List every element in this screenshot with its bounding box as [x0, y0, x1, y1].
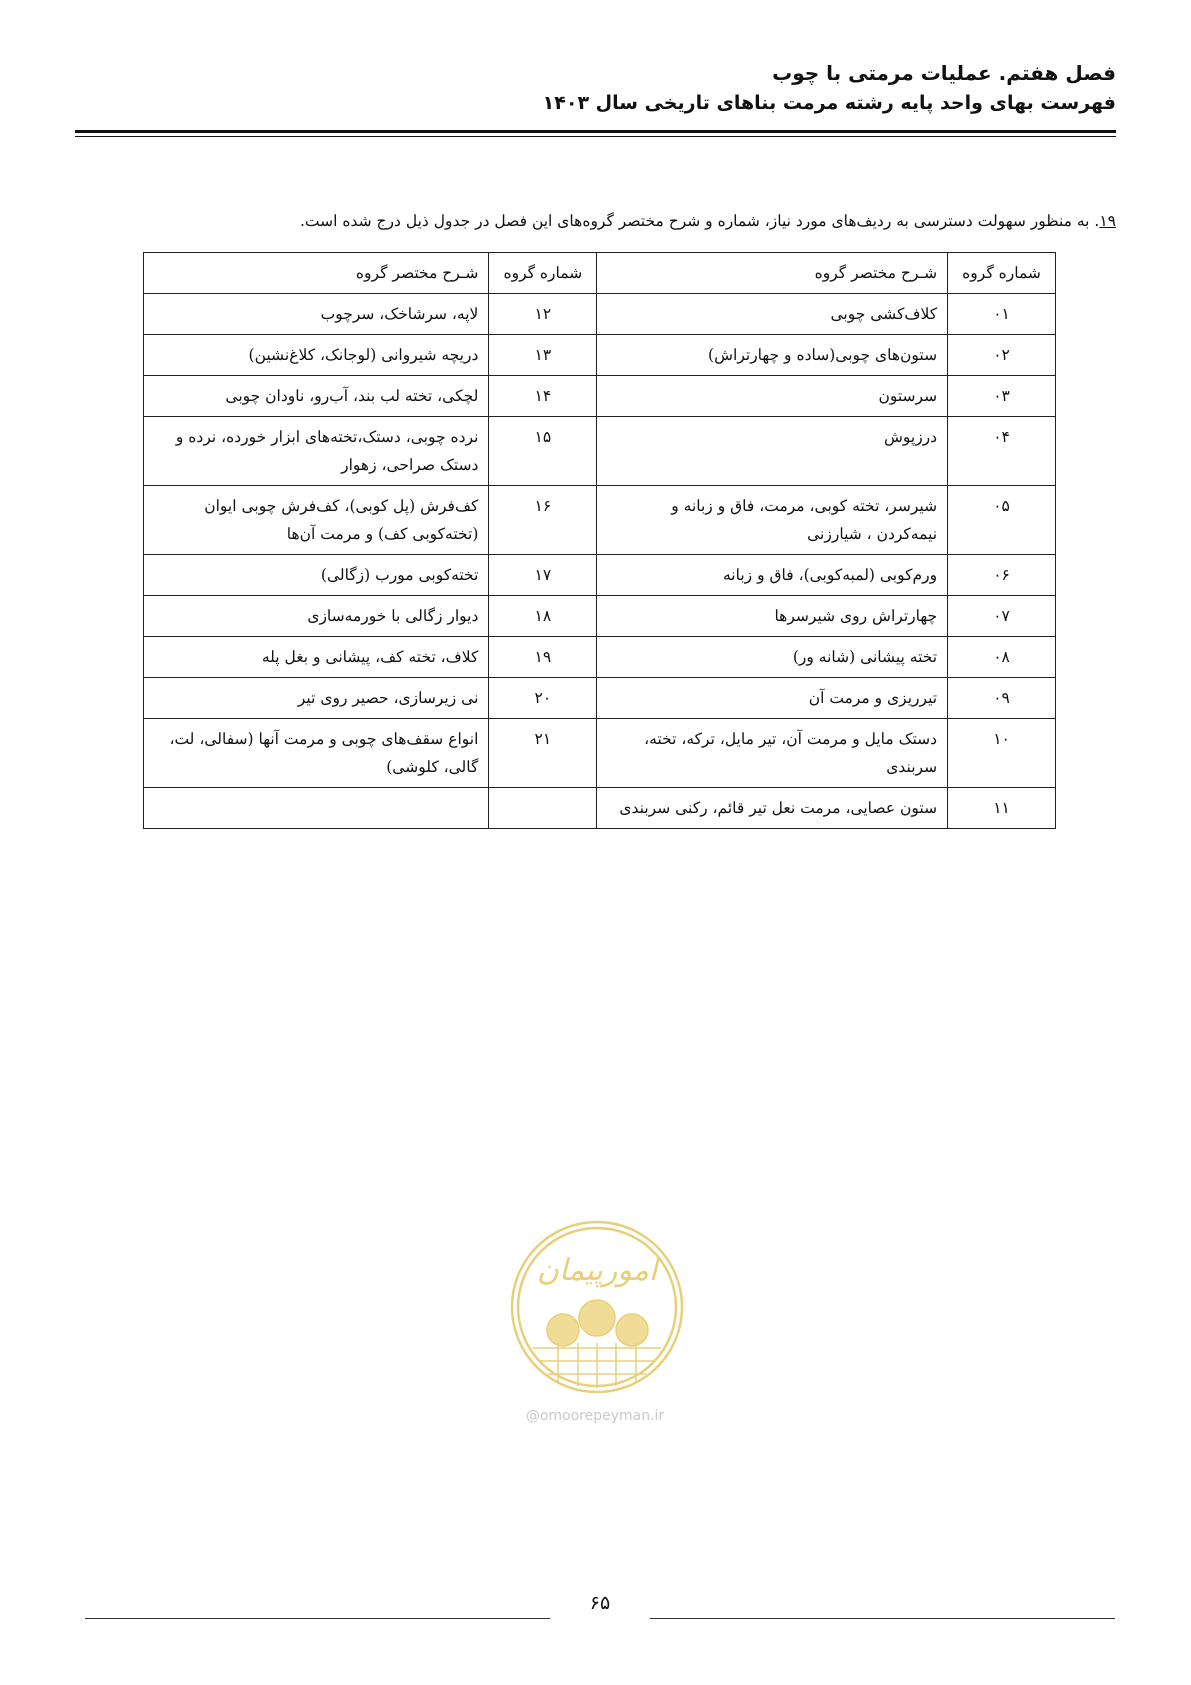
group-number-cell: ۰۵	[948, 486, 1056, 555]
table-header-row	[144, 253, 1056, 294]
group-description-cell: انواع سقف‌های چوبی و مرمت آنها (سفالی، لت، گالی، کلوشی)	[144, 719, 489, 788]
group-number-cell: ۰۲	[948, 335, 1056, 376]
table-row	[144, 678, 1056, 719]
table-row	[144, 294, 1056, 335]
group-description-cell: ستون عصایی، مرمت نعل تیر قائم، رکنی سربندی	[597, 788, 948, 829]
group-description-cell: دستک مایل و مرمت آن، تیر مایل، ترکه، تخته، سربندی	[597, 719, 948, 788]
group-description-cell: دریچه شیروانی (لوجانک، کلاغ‌نشین)	[144, 335, 489, 376]
table-row	[144, 788, 1056, 829]
watermark-logo	[508, 1218, 686, 1396]
group-description-cell: لچکی، تخته لب بند، آب‌رو، ناودان چوبی	[144, 376, 489, 417]
header-rule-thin	[75, 136, 1116, 137]
page-number: ۶۵	[589, 1592, 611, 1614]
intro-paragraph	[76, 209, 1116, 233]
group-number-cell: ۰۳	[948, 376, 1056, 417]
group-description-cell: کف‌فرش (پل کوبی)، کف‌فرش چوبی ایوان (تخته‌کوبی کف) و مرمت آن‌ها	[144, 486, 489, 555]
group-description-cell: لاپه، سرشاخک، سرچوب	[144, 294, 489, 335]
table-row	[144, 417, 1056, 486]
group-description-cell: درزپوش	[597, 417, 948, 486]
group-description-cell: ستون‌های چوبی(ساده و چهارتراش)	[597, 335, 948, 376]
footer-rule-right	[650, 1618, 1115, 1619]
table-row	[144, 335, 1056, 376]
group-number-cell: ۰۱	[948, 294, 1056, 335]
group-number-cell: ۰۶	[948, 555, 1056, 596]
table-row	[144, 486, 1056, 555]
group-number-cell: ۱۷	[489, 555, 597, 596]
group-number-cell: ۱۳	[489, 335, 597, 376]
footer-rule-left	[85, 1618, 550, 1619]
group-description-cell: شیرسر، تخته کوبی، مرمت، فاق و زبانه و نیمه‌کردن ، شیارزنی	[597, 486, 948, 555]
group-number-cell: ۱۸	[489, 596, 597, 637]
group-number-cell: ۱۶	[489, 486, 597, 555]
group-number-cell: ۱۵	[489, 417, 597, 486]
header-group-number: شماره گروه	[948, 253, 1056, 294]
group-description-cell	[144, 788, 489, 829]
group-number-cell: ۱۰	[948, 719, 1056, 788]
group-number-cell: ۰۹	[948, 678, 1056, 719]
table-row	[144, 376, 1056, 417]
paragraph-text: . به منظور سهولت دسترسی به ردیف‌های مورد نیاز، شماره و شرح مختصر گروه‌های این فصل در جدول ذیل درج شده است.	[299, 212, 1100, 230]
group-number-cell: ۰۸	[948, 637, 1056, 678]
table-body	[144, 294, 1056, 829]
group-number-cell: ۱۹	[489, 637, 597, 678]
group-description-cell: دیوار زگالی با خورمه‌سازی	[144, 596, 489, 637]
table-row	[144, 637, 1056, 678]
group-number-cell: ۱۱	[948, 788, 1056, 829]
group-description-cell: کلاف‌کشی چوبی	[597, 294, 948, 335]
group-description-cell: تیرریزی و مرمت آن	[597, 678, 948, 719]
chapter-title: فصل هفتم. عملیات مرمتی با چوب	[772, 61, 1116, 85]
group-number-cell: ۱۴	[489, 376, 597, 417]
header-group-description: شـرح مختصر گروه	[144, 253, 489, 294]
group-description-cell: ورم‌کوبی (لمبه‌کوبی)، فاق و زبانه	[597, 555, 948, 596]
group-number-cell: ۲۱	[489, 719, 597, 788]
group-description-cell: چهارتراش روی شیرسرها	[597, 596, 948, 637]
page-header	[76, 58, 1116, 118]
document-subtitle: فهرست بهای واحد پایه رشته مرمت بناهای تاریخی سال ۱۴۰۳	[542, 92, 1116, 114]
group-table	[143, 252, 1056, 829]
group-number-cell: ۰۴	[948, 417, 1056, 486]
watermark-url: @omoorepeyman.ir	[525, 1408, 665, 1424]
group-number-cell: ۱۲	[489, 294, 597, 335]
watermark-logo-text: امورپیمان	[536, 1253, 658, 1288]
group-description-cell: سرستون	[597, 376, 948, 417]
header-group-number: شماره گروه	[489, 253, 597, 294]
group-number-cell	[489, 788, 597, 829]
header-rule-thick	[75, 130, 1116, 133]
table-row	[144, 719, 1056, 788]
group-description-cell: تخته‌کوبی مورب (زگالی)	[144, 555, 489, 596]
group-description-cell: کلاف، تخته کف، پیشانی و بغل پله	[144, 637, 489, 678]
group-number-cell: ۲۰	[489, 678, 597, 719]
table-row	[144, 596, 1056, 637]
group-number-cell: ۰۷	[948, 596, 1056, 637]
group-description-cell: نرده چوبی، دستک،تخته‌های ابزار خورده، نرده و دستک صراحی، زهوار	[144, 417, 489, 486]
table-row	[144, 555, 1056, 596]
group-description-cell: تخته پیشانی (شانه ور)	[597, 637, 948, 678]
group-description-cell: نی زیرسازی، حصیر روی تیر	[144, 678, 489, 719]
header-group-description: شـرح مختصر گروه	[597, 253, 948, 294]
paragraph-number: ۱۹	[1099, 212, 1116, 230]
